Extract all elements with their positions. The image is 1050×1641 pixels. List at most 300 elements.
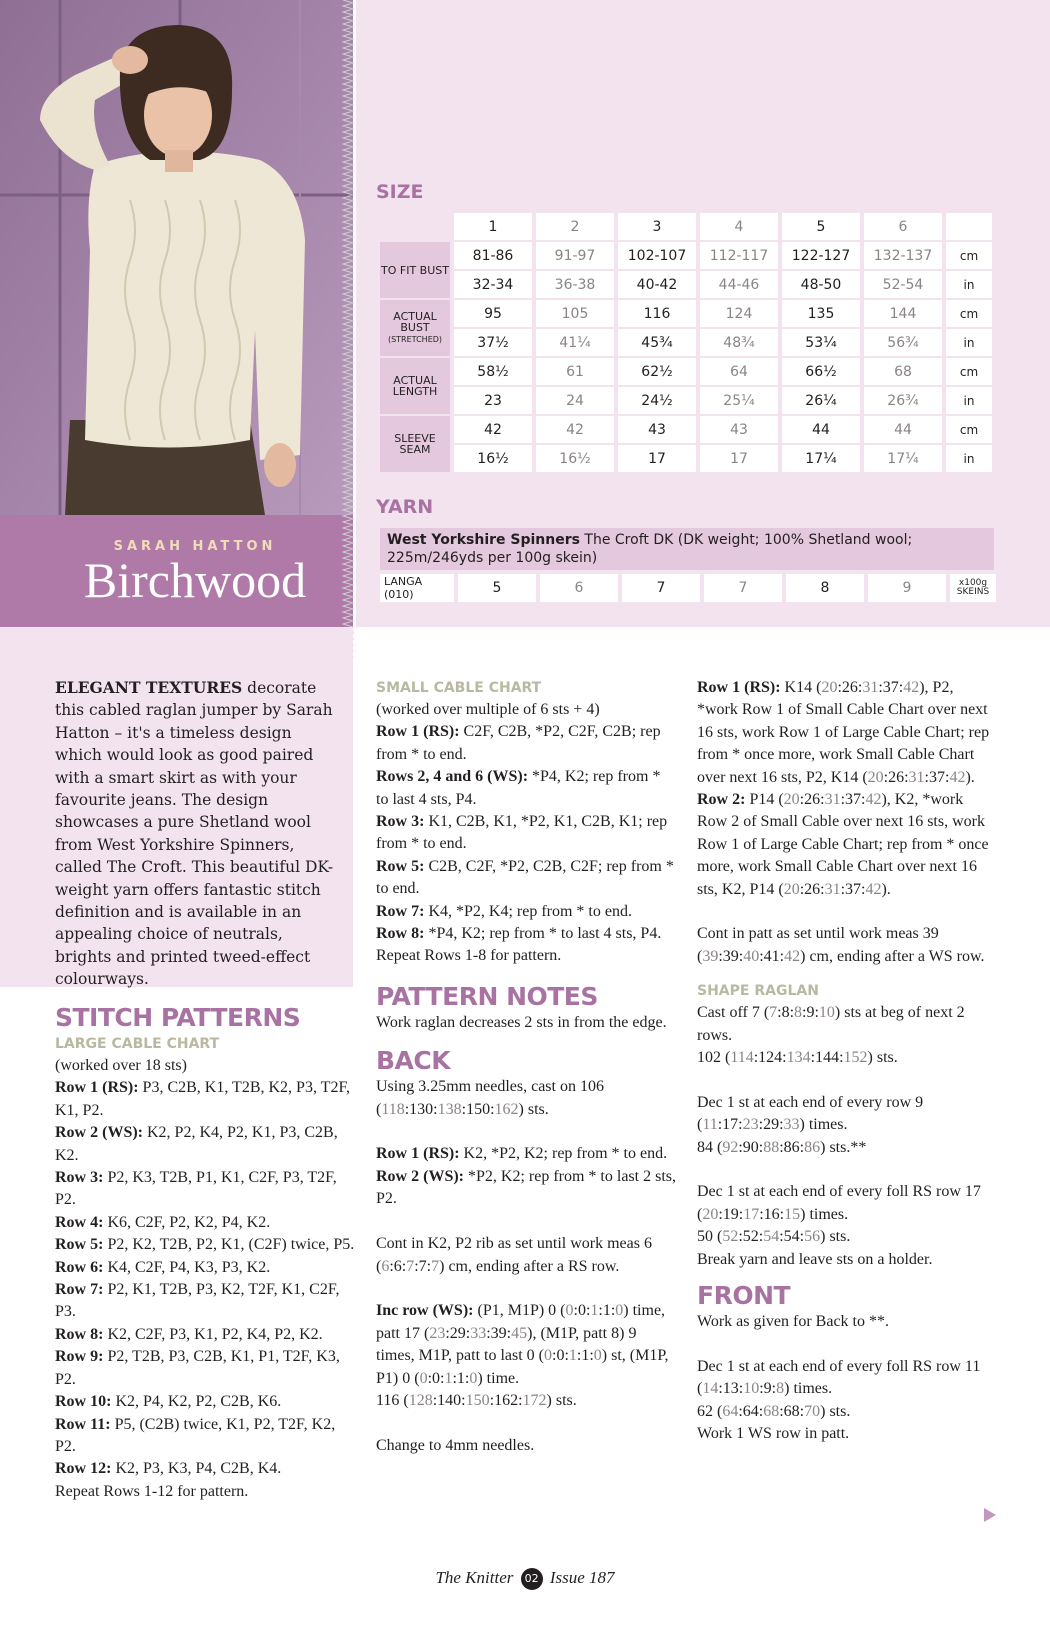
t: 0 [544, 1347, 552, 1365]
row-text: *P4, K2; rep from * to last 4 sts, P4. [424, 925, 662, 943]
row-label-text: ACTUAL BUST [393, 310, 437, 334]
value-cell: 53¼ [782, 329, 860, 356]
t: 33 [470, 1324, 487, 1342]
row-label: Row 2 (WS): [376, 1167, 464, 1185]
t: 10 [818, 1004, 835, 1022]
pattern-row [55, 1077, 355, 1122]
hero-photo [0, 0, 353, 515]
value-cell: 135 [782, 300, 860, 327]
pattern-row [55, 1324, 355, 1346]
stitch-count [697, 1047, 997, 1069]
yarn-table [376, 572, 1000, 604]
row-label: ACTUAL LENGTH [380, 358, 450, 414]
pattern-row [376, 856, 676, 901]
t: 84 ( [697, 1138, 723, 1156]
t: 0 [469, 1369, 478, 1387]
row-label: Rows 2, 4 and 6 (WS): [376, 768, 529, 786]
row-text: K1, C2B, K1, *P2, K1, C2B, K1; rep from * to end. [376, 813, 668, 853]
value-cell: 132-137 [864, 242, 942, 269]
t: 7 [406, 1257, 415, 1275]
yarn-shade: LANGA (010) [380, 574, 454, 602]
t: ), P2, *work Row 1 of Small Cable Chart over next 16 sts, work Row 1 of Large Cable Chart; rep from * once more, work Small Cable Chart over next 16 sts, P2, K14 ( [697, 679, 990, 786]
row-label: Row 9: [55, 1348, 104, 1366]
t: Dec 1 st at each end of every foll RS row 17 ( [697, 1183, 981, 1223]
unit-blank [946, 213, 992, 240]
page-title: Birchwood [83, 552, 307, 608]
column-2 [376, 677, 676, 1457]
unit-cell: cm [946, 242, 992, 269]
stitch-count [376, 1390, 676, 1412]
size-4: 4 [700, 213, 778, 240]
t: :26: [837, 679, 863, 696]
skein-count: 5 [458, 574, 536, 602]
skein-count: 8 [786, 574, 864, 602]
t: 54 [763, 1228, 780, 1246]
cast-off-text [697, 1002, 997, 1047]
t: :124: [753, 1049, 787, 1067]
value-cell: 144 [864, 300, 942, 327]
t: 45 [511, 1324, 528, 1342]
spacer [697, 1069, 997, 1091]
front-heading: FRONT [697, 1281, 791, 1311]
value-cell: 36-38 [536, 271, 614, 298]
t: :39: [718, 947, 744, 965]
magazine-name: The Knitter [435, 1568, 514, 1587]
pattern-row [55, 1257, 355, 1279]
row-text: K6, C2F, P2, K2, P4, K2. [103, 1213, 271, 1231]
t: :64: [738, 1402, 764, 1420]
large-cable-note: (worked over 18 sts) [55, 1057, 187, 1074]
pattern-row [55, 1167, 355, 1212]
row-label: Row 4: [55, 1213, 104, 1231]
t: :29: [445, 1324, 471, 1342]
t: ) times. [800, 1205, 849, 1223]
t: 102 ( [697, 1049, 731, 1067]
t: 31 [824, 791, 841, 809]
value-cell: 17¼ [782, 445, 860, 472]
size-table [376, 211, 996, 474]
t: 1 [568, 1347, 577, 1365]
t: ) time. [477, 1369, 520, 1387]
zigzag-divider [340, 0, 356, 660]
t: 50 ( [697, 1228, 723, 1246]
t: :86: [779, 1138, 805, 1156]
row-text: K4, *P2, K4; rep from * to end. [424, 902, 632, 920]
row-text: *P2, K2; rep from * to last 2 sts, P2. [376, 1167, 676, 1208]
yarn-description-text: The Croft DK (DK weight; 100% Shetland wool; 225m/246yds per 100g skein) [387, 532, 913, 566]
t: 40 [743, 947, 760, 965]
value-cell: 48¾ [700, 329, 778, 356]
t: :37: [878, 679, 904, 696]
value-cell: 43 [700, 416, 778, 443]
row-text: *P4, K2; rep from * to last 4 sts, P4. [376, 768, 661, 808]
t: ) sts.** [820, 1138, 867, 1156]
t: ) times. [799, 1116, 848, 1134]
value-cell: 95 [454, 300, 532, 327]
value-cell: 64 [700, 358, 778, 385]
value-cell: 105 [536, 300, 614, 327]
value-cell: 62½ [618, 358, 696, 385]
t: :90: [738, 1138, 764, 1156]
t: ) sts. [546, 1391, 577, 1409]
row-label: Row 7: [376, 902, 425, 920]
t: 162 [494, 1100, 519, 1118]
pattern-row [376, 721, 676, 766]
row-text: K4, C2F, P4, K3, P3, K2. [103, 1258, 271, 1276]
row-label: SLEEVE SEAM [380, 416, 450, 472]
unit-cell: cm [946, 300, 992, 327]
t: 33 [783, 1116, 800, 1134]
t: :0: [427, 1369, 445, 1387]
t: 31 [908, 768, 925, 786]
row-text: K2, P4, K2, P2, C2B, K6. [111, 1393, 282, 1411]
value-cell: 45¾ [618, 329, 696, 356]
inc-row-text [376, 1300, 676, 1390]
t: ) sts. [518, 1100, 549, 1118]
t: ) times. [784, 1380, 833, 1398]
yarn-brand: West Yorkshire Spinners [387, 532, 580, 548]
t: :144: [810, 1049, 844, 1067]
dec-text [697, 1356, 997, 1401]
stitch-count [697, 1137, 997, 1159]
skein-count: 7 [704, 574, 782, 602]
value-cell: 102-107 [618, 242, 696, 269]
pattern-row [376, 1166, 676, 1211]
small-cable-note: (worked over multiple of 6 sts + 4) [376, 701, 600, 718]
issue-number: Issue 187 [549, 1568, 615, 1587]
size-row [380, 387, 992, 414]
value-cell: 66½ [782, 358, 860, 385]
t: ) cm, ending after a WS row. [800, 947, 985, 965]
t: :41: [759, 947, 785, 965]
break-yarn-text: Break yarn and leave sts on a holder. [697, 1250, 933, 1268]
t: 86 [804, 1138, 821, 1156]
row-text: P3, C2B, K1, T2B, K2, P3, T2F, K1, P2. [55, 1079, 351, 1119]
value-cell: 61 [536, 358, 614, 385]
page-number: 02 [521, 1568, 543, 1590]
t: :39: [486, 1324, 512, 1342]
t: 8 [776, 1380, 785, 1398]
size-6: 6 [864, 213, 942, 240]
intro-body: decorate this cabled raglan jumper by Sarah Hatton – it's a timeless design which would look as good paired with a smart skirt as with your favourite jeans. The design showcases a pure Shetland wool from West Yorkshire Spinners, called The Croft. This beautiful DK-weight yarn offers fantastic stitch definition and is available in an appealing choice of neutrals, brights and printed tweed-effect colourways. [55, 679, 334, 989]
value-cell: 42 [454, 416, 532, 443]
size-5: 5 [782, 213, 860, 240]
value-cell: 23 [454, 387, 532, 414]
t: 20 [821, 679, 838, 696]
intro-lead: ELEGANT TEXTURES [55, 678, 243, 697]
row-label: Row 2 (WS): [55, 1124, 143, 1142]
t: 114 [730, 1049, 754, 1067]
large-cable-repeat: Repeat Rows 1-12 for pattern. [55, 1482, 249, 1500]
row-label: Row 3: [376, 813, 425, 831]
t: 116 ( [376, 1391, 409, 1409]
row-text: K2, C2F, P3, K1, P2, K4, P2, K2. [103, 1325, 323, 1343]
yarn-row [380, 574, 996, 602]
pattern-notes-text: Work raglan decreases 2 sts in from the edge. [376, 1013, 667, 1031]
column-3 [697, 677, 997, 1446]
value-cell: 26¼ [782, 387, 860, 414]
spacer [376, 1278, 676, 1300]
pattern-row [55, 1458, 355, 1480]
t: 70 [804, 1402, 821, 1420]
t: :1: [598, 1302, 616, 1320]
t: :37: [924, 768, 950, 786]
row-text: K2, *P2, K2; rep from * to end. [459, 1145, 668, 1163]
t: 118 [381, 1100, 405, 1118]
t: :29: [758, 1116, 784, 1134]
t: 8 [794, 1004, 803, 1022]
t: Using 3.25mm needles, cast on 106 ( [376, 1078, 604, 1118]
t: 31 [824, 880, 841, 898]
row-text: P2, K1, T2B, P3, K2, T2F, K1, C2F, P3. [55, 1281, 340, 1321]
pattern-row [55, 1346, 355, 1391]
stitch-patterns-heading: STITCH PATTERNS [55, 1003, 301, 1032]
unit-cell: in [946, 329, 992, 356]
t: Cont in patt as set until work meas 39 ( [697, 925, 939, 965]
t: :26: [799, 791, 825, 809]
skein-count: 7 [622, 574, 700, 602]
pattern-row [55, 1391, 355, 1413]
t: 0 [615, 1302, 624, 1320]
value-cell: 91-97 [536, 242, 614, 269]
dec-text [697, 1092, 997, 1137]
value-cell: 26¾ [864, 387, 942, 414]
value-cell: 24½ [618, 387, 696, 414]
t: :37: [840, 880, 866, 898]
value-cell: 58½ [454, 358, 532, 385]
spacer [697, 901, 997, 923]
t: 23 [429, 1324, 446, 1342]
value-cell: 52-54 [864, 271, 942, 298]
t: 6 [381, 1257, 390, 1275]
t: :9: [802, 1004, 819, 1022]
t: ) sts. [820, 1228, 851, 1246]
pattern-row [55, 1122, 355, 1167]
t: :13: [718, 1380, 744, 1398]
t: :0: [552, 1347, 569, 1365]
t: 42 [784, 947, 801, 965]
value-cell: 124 [700, 300, 778, 327]
t: 15 [784, 1205, 801, 1223]
t: :140: [432, 1391, 466, 1409]
skein-unit: x100g SKEINS [950, 574, 996, 602]
t: :16: [759, 1205, 785, 1223]
value-cell: 43 [618, 416, 696, 443]
value-cell: 16½ [536, 445, 614, 472]
column-1 [55, 1003, 355, 1503]
value-cell: 42 [536, 416, 614, 443]
row-label: Row 7: [55, 1281, 104, 1299]
t: 88 [763, 1138, 780, 1156]
t: 20 [783, 791, 800, 809]
t: :150: [461, 1100, 495, 1118]
t: :19: [718, 1205, 744, 1223]
t: 56 [804, 1228, 821, 1246]
t: :0: [573, 1302, 591, 1320]
change-needles: Change to 4mm needles. [376, 1436, 535, 1454]
title-block [0, 515, 353, 627]
t: :130: [404, 1100, 438, 1118]
t: :162: [489, 1391, 523, 1409]
cont-text [697, 923, 997, 968]
t: :37: [840, 791, 866, 809]
t: 10 [743, 1380, 760, 1398]
small-cable-repeat: Repeat Rows 1-8 for pattern. [376, 947, 562, 965]
author-name: SARAH HATTON [113, 539, 277, 554]
row-text: P5, (C2B) twice, K1, P2, T2F, K2, P2. [55, 1415, 336, 1455]
row-label: Inc row (WS): [376, 1302, 474, 1320]
size-row [380, 300, 992, 327]
row-text: P2, T2B, P3, C2B, K1, P1, T2F, K3, P2. [55, 1348, 340, 1388]
size-2: 2 [536, 213, 614, 240]
t: 150 [465, 1391, 490, 1409]
t: Cast off 7 ( [697, 1004, 770, 1022]
t: ), K2, *work Row 2 of Small Cable over next 16 sts, work Row 1 of Large Cable Chart; rep from * once more, work Small Cable Chart over next 16 sts, K2, P14 ( [697, 791, 989, 898]
row-label: Row 5: [55, 1236, 104, 1254]
row-label: Row 6: [55, 1258, 104, 1276]
t: ) sts. [820, 1402, 851, 1420]
value-cell: 17 [700, 445, 778, 472]
size-row [380, 329, 992, 356]
value-cell: 32-34 [454, 271, 532, 298]
t: 128 [408, 1391, 433, 1409]
pattern-row [376, 811, 676, 856]
value-cell: 48-50 [782, 271, 860, 298]
pattern-row [55, 1279, 355, 1324]
t: ). [881, 880, 891, 898]
row-label: Row 1 (RS): [376, 1145, 460, 1163]
pattern-row [376, 1143, 676, 1165]
t: 14 [702, 1380, 719, 1398]
value-cell: 25¼ [700, 387, 778, 414]
t: ) time, patt 17 ( [376, 1302, 666, 1342]
size-row [380, 416, 992, 443]
t: 7 [431, 1257, 440, 1275]
value-cell: 40-42 [618, 271, 696, 298]
row-text: K2, P3, K3, P4, C2B, K4. [111, 1460, 282, 1478]
value-cell: 37½ [454, 329, 532, 356]
t: 172 [522, 1391, 547, 1409]
unit-cell: in [946, 271, 992, 298]
t: :1: [452, 1369, 470, 1387]
unit-cell: in [946, 445, 992, 472]
t: 52 [722, 1228, 739, 1246]
t: 1 [590, 1302, 599, 1320]
t: 64 [722, 1402, 739, 1420]
t: 0 [419, 1369, 428, 1387]
skein-count: 6 [540, 574, 618, 602]
t: :26: [883, 768, 909, 786]
t: 138 [437, 1100, 462, 1118]
row-label: Row 11: [55, 1415, 111, 1433]
row-label: Row 5: [376, 857, 425, 875]
continue-arrow-icon [984, 1508, 996, 1522]
last-row-text: Work 1 WS row in patt. [697, 1425, 850, 1443]
skein-count: 9 [868, 574, 946, 602]
t: 17 [743, 1205, 760, 1223]
value-cell: 24 [536, 387, 614, 414]
t: ) cm, ending after a RS row. [439, 1257, 620, 1275]
t: ) st, (M1P, P1) 0 ( [376, 1347, 669, 1387]
shape-raglan-heading: SHAPE RAGLAN [697, 983, 819, 1000]
unit-cell: in [946, 387, 992, 414]
t: Dec 1 st at each end of every row 9 ( [697, 1093, 924, 1134]
t: :68: [779, 1402, 805, 1420]
unit-cell: cm [946, 416, 992, 443]
value-cell: 16½ [454, 445, 532, 472]
t: :8: [777, 1004, 795, 1022]
pattern-notes-heading: PATTERN NOTES [376, 981, 598, 1011]
pattern-row [376, 901, 676, 923]
t: ) sts at beg of next 2 rows. [697, 1004, 965, 1044]
row-label: Row 12: [55, 1460, 112, 1478]
footer [0, 1568, 1050, 1590]
size-row [380, 271, 992, 298]
row-label [380, 300, 450, 356]
t: Cont in K2, P2 rib as set until work meas 6 ( [376, 1235, 652, 1275]
t: :54: [779, 1228, 805, 1246]
yarn-heading: YARN [376, 496, 434, 518]
value-cell: 81-86 [454, 242, 532, 269]
value-cell: 122-127 [782, 242, 860, 269]
t: 0 [565, 1302, 574, 1320]
row-label: Row 2: [697, 791, 746, 809]
small-cable-heading: SMALL CABLE CHART [376, 680, 542, 696]
front-text: Work as given for Back to **. [697, 1313, 889, 1331]
stitch-count [697, 1226, 997, 1248]
pattern-row [55, 1234, 355, 1256]
t: :6: [389, 1257, 407, 1275]
value-cell: 17¼ [864, 445, 942, 472]
row-text: C2B, C2F, *P2, C2B, C2F; rep from * to end. [376, 857, 674, 898]
size-heading: SIZE [376, 181, 424, 203]
t: 42 [865, 880, 882, 898]
t: Dec 1 st at each end of every foll RS row 11 ( [697, 1357, 981, 1398]
pattern-row [55, 1414, 355, 1459]
cast-on-text [376, 1076, 676, 1121]
t: 42 [903, 679, 920, 696]
t: 68 [763, 1402, 780, 1420]
large-cable-heading: LARGE CABLE CHART [55, 1036, 220, 1052]
spacer [376, 1412, 676, 1434]
value-cell: 116 [618, 300, 696, 327]
t: ), (M1P, patt 8) 9 times, M1P, patt to last 0 ( [376, 1324, 637, 1365]
row-label: Row 3: [55, 1169, 104, 1187]
t: ) sts. [867, 1049, 898, 1067]
value-cell: 41¼ [536, 329, 614, 356]
value-cell: 44 [864, 416, 942, 443]
row-text: K2, P2, K4, P2, K1, P3, C2B, K2. [55, 1124, 338, 1164]
t: 62 ( [697, 1402, 723, 1420]
t: 7 [769, 1004, 778, 1022]
t: 31 [862, 679, 879, 696]
t: ). [965, 768, 975, 786]
row-label: Row 1 (RS): [697, 679, 781, 696]
spacer [376, 1211, 676, 1233]
value-cell: 44-46 [700, 271, 778, 298]
value-cell: 44 [782, 416, 860, 443]
value-cell: 56¾ [864, 329, 942, 356]
t: 23 [742, 1116, 759, 1134]
t: :9: [759, 1380, 777, 1398]
pattern-row [55, 1212, 355, 1234]
spacer [697, 1159, 997, 1181]
row-text: C2F, C2B, *P2, C2F, C2B; rep from * to end. [376, 723, 661, 763]
t: 20 [783, 880, 800, 898]
t: 0 [593, 1347, 602, 1365]
t: :17: [717, 1116, 743, 1134]
size-header-row [380, 213, 992, 240]
